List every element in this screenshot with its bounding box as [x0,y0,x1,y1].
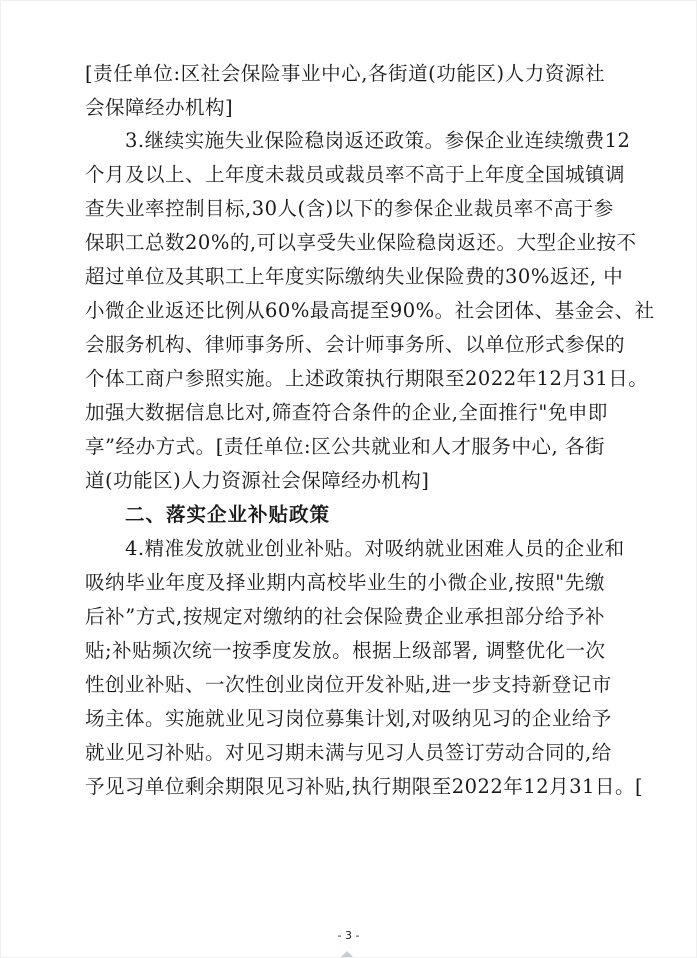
text-line: 吸纳毕业年度及择业期内高校毕业生的小微企业,按照"先缴 [85,571,605,594]
text-line: 3.继续实施失业保险稳岗返还政策。参保企业连续缴费12 [125,129,631,152]
text-line: 会服务机构、律师事务所、会计师事务所、以单位形式参保的 [85,333,626,356]
page-number: - 3 - [337,929,360,942]
text-line: [责任单位:区社会保险事业中心,各街道(功能区)人力资源社 [85,62,605,85]
text-line: 道(功能区)人力资源社会保障经办机构] [85,469,430,492]
text-line: 就业见习补贴。对见习期未满与见习人员签订劳动合同的,给 [85,741,612,764]
text-line: 会保障经办机构] [85,96,234,119]
text-line: 予见习单位剩余期限见习补贴,执行期限至2022年12月31日。[ [85,775,644,798]
page-divider-icon [341,951,353,957]
text-line: 保职工总数20%的,可以享受失业保险稳岗返还。大型企业按不 [85,231,637,254]
text-line: 加强大数据信息比对,筛查符合条件的企业,全面推行"免申即 [85,401,608,424]
text-line: 4.精准发放就业创业补贴。对吸纳就业困难人员的企业和 [125,537,625,560]
text-line: 性创业补贴、一次性创业岗位开发补贴,进一步支持新登记市 [85,673,612,696]
text-line: 后补”方式,按规定对缴纳的社会保险费企业承担部分给予补 [85,605,605,628]
text-line: 个月及以上、上年度未裁员或裁员率不高于上年度全国城镇调 [85,163,626,186]
text-line: 小微企业返还比例从60%最高提至90%。社会团体、基金会、社 [85,299,655,322]
text-line: 查失业率控制目标,30人(含)以下的参保企业裁员率不高于参 [85,197,614,220]
text-line: 个体工商户参照实施。上述政策执行期限至2022年12月31日。 [85,367,649,390]
text-line: 贴;补贴频次统一按季度发放。根据上级部署, 调整优化一次 [85,639,606,662]
text-line: 超过单位及其职工上年度实际缴纳失业保险费的30%返还, 中 [85,265,624,288]
text-line: 场主体。实施就业见习岗位募集计划,对吸纳见习的企业给予 [85,707,612,730]
section-heading: 二、落实企业补贴政策 [125,503,331,526]
text-line: 享”经办方式。[责任单位:区公共就业和人才服务中心, 各街 [85,435,605,458]
